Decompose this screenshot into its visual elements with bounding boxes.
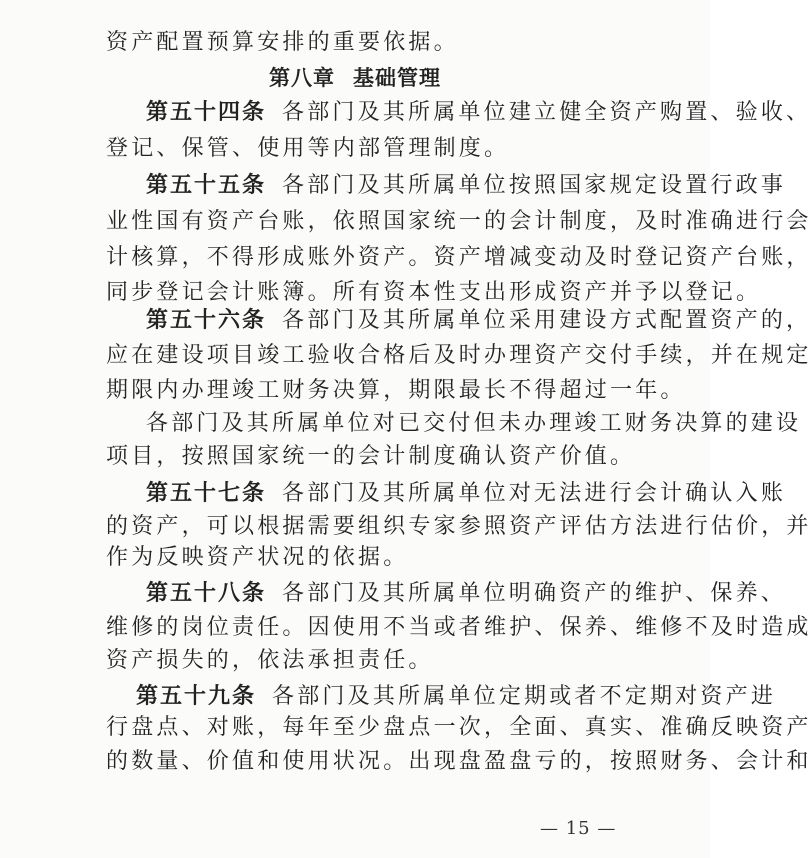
article-54-label: 第五十四条: [146, 100, 267, 125]
text-line: [0, 23, 710, 63]
chapter-title: 基础管理: [353, 66, 441, 90]
article-55-label: 第五十五条: [146, 173, 267, 198]
article-59-text-cont: 的数量、价值和使用状况。出现盘盈盘亏的，按照财务、会计和: [106, 749, 812, 774]
article-57-label: 第五十七条: [146, 481, 267, 506]
page-number: — 15 —: [540, 818, 617, 839]
article-55-line-2: [0, 202, 812, 242]
chapter-heading: [0, 58, 710, 98]
article-56-para2-text: 各部门及其所属单位对已交付但未办理竣工财务决算的建设: [146, 411, 802, 436]
article-57-text: 各部门及其所属单位对无法进行会计确认入账: [282, 481, 787, 506]
article-55-line-3: [0, 238, 812, 278]
article-56-para2-line-2: [0, 437, 710, 477]
article-55-line-1: [0, 166, 787, 206]
article-54-line-1: [0, 93, 812, 133]
article-54-text: 各部门及其所属单位建立健全资产购置、验收、: [282, 100, 812, 125]
article-56-label: 第五十六条: [146, 308, 267, 333]
article-58-text: 各部门及其所属单位明确资产的维护、保养、: [282, 581, 787, 606]
article-56-para2-text-cont: 项目，按照国家统一的会计制度确认资产价值。: [106, 444, 636, 469]
continuation-text: 资产配置预算安排的重要依据。: [106, 30, 459, 55]
article-57-text-cont: 作为反映资产状况的依据。: [106, 545, 409, 570]
article-56-line-2: [0, 336, 812, 376]
article-55-text: 各部门及其所属单位按照国家规定设置行政事: [282, 173, 787, 198]
article-54-text-cont: 登记、保管、使用等内部管理制度。: [106, 136, 510, 161]
article-59-line-3: [0, 742, 812, 782]
article-58-line-3: [0, 641, 710, 681]
article-55-text-cont: 同步登记会计账簿。所有资本性支出形成资产并予以登记。: [106, 280, 762, 305]
article-58-text-cont: 维修的岗位责任。因使用不当或者维护、保养、维修不及时造成: [106, 615, 812, 640]
article-58-label: 第五十八条: [146, 581, 267, 606]
article-58-text-cont: 资产损失的，依法承担责任。: [106, 648, 434, 673]
article-55-text-cont: 业性国有资产台账，依照国家统一的会计制度，及时准确进行会: [106, 209, 812, 234]
article-56-text-cont: 应在建设项目竣工验收合格后及时办理资产交付手续，并在规定: [106, 343, 812, 368]
article-59-text-cont: 行盘点、对账，每年至少盘点一次，全面、真实、准确反映资产: [106, 715, 812, 740]
article-54-line-2: [0, 129, 710, 169]
article-57-line-3: [0, 538, 710, 578]
article-59-label: 第五十九条: [136, 684, 257, 709]
article-56-text: 各部门及其所属单位采用建设方式配置资产的，: [282, 308, 812, 333]
article-56-line-1: [0, 301, 812, 341]
article-59-text: 各部门及其所属单位定期或者不定期对资产进: [272, 684, 777, 709]
chapter-number: 第八章: [269, 66, 335, 90]
article-57-text-cont: 的资产，可以根据需要组织专家参照资产评估方法进行估价，并: [106, 514, 812, 539]
article-55-text-cont: 计核算，不得形成账外资产。资产增减变动及时登记资产台账，: [106, 245, 812, 270]
article-56-text-cont: 期限内办理竣工财务决算，期限最长不得超过一年。: [106, 378, 686, 403]
